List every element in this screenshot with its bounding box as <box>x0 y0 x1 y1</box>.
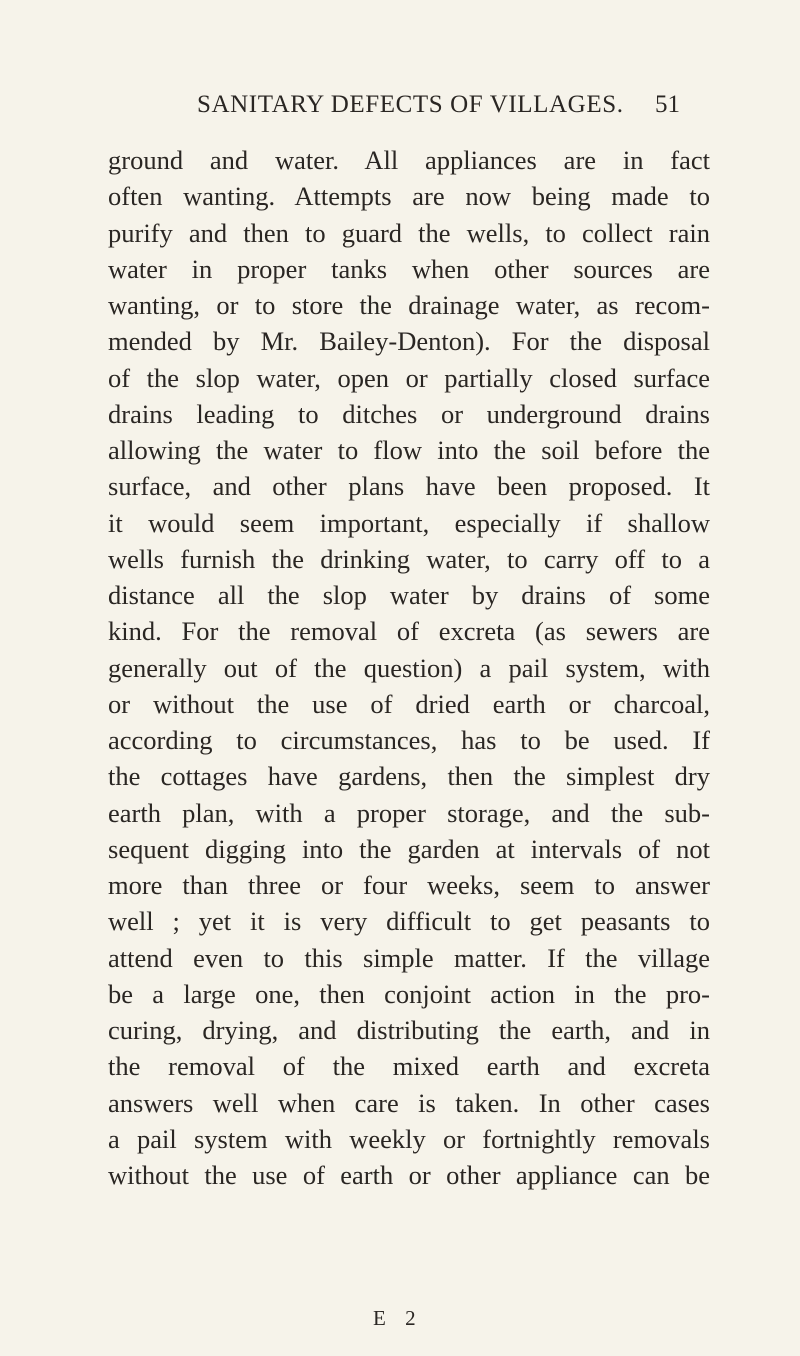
text-line: attend even to this simple matter. If the village <box>108 942 710 973</box>
text-line: more than three or four weeks, seem to answer <box>108 870 710 900</box>
signature-mark: E 2 <box>373 1306 423 1330</box>
text-line: wells furnish the drinking water, to carry off to a <box>108 543 710 574</box>
text-line: often wanting. Attempts are now being made to <box>108 181 710 212</box>
text-line: a pail system with weekly or fortnightly removals <box>108 1123 710 1154</box>
text-line: of the slop water, open or partially closed surface <box>108 362 710 393</box>
text-line: sequent digging into the garden at intervals of not <box>108 833 710 864</box>
page-number: 51 <box>655 91 680 118</box>
text-line: well ; yet it is very difficult to get peasants to <box>108 906 710 937</box>
text-line: according to circumstances, has to be used. If <box>108 725 710 755</box>
text-line: generally out of the question) a pail system, with <box>108 652 710 683</box>
text-line: drains leading to ditches or underground drains <box>108 398 710 429</box>
text-line: mended by Mr. Bailey-Denton). For the disposal <box>108 326 710 357</box>
text-line: wanting, or to store the drainage water, as recom- <box>108 290 710 320</box>
text-line: it would seem important, especially if shallow <box>108 507 710 538</box>
text-line: answers well when care is taken. In other cases <box>108 1087 710 1118</box>
text-line: distance all the slop water by drains of some <box>108 580 710 610</box>
text-line: earth plan, with a proper storage, and the sub- <box>108 797 710 828</box>
text-line: without the use of earth or other appliance can be <box>108 1160 710 1190</box>
text-line: be a large one, then conjoint action in the pro- <box>108 978 710 1009</box>
text-line: allowing the water to flow into the soil before the <box>108 435 710 465</box>
text-line: the cottages have gardens, then the simplest dry <box>108 761 710 792</box>
text-line: kind. For the removal of excreta (as sewers are <box>108 616 710 647</box>
text-line: water in proper tanks when other sources are <box>108 253 710 284</box>
text-line: ground and water. All appliances are in fact <box>108 145 710 175</box>
text-line: the removal of the mixed earth and excreta <box>108 1051 710 1082</box>
text-line: curing, drying, and distributing the earth, and in <box>108 1015 710 1045</box>
text-line: or without the use of dried earth or charcoal, <box>108 688 710 719</box>
text-line: surface, and other plans have been proposed. It <box>108 471 710 502</box>
body-text <box>108 142 710 1193</box>
text-line: purify and then to guard the wells, to collect rain <box>108 217 710 248</box>
running-title: SANITARY DEFECTS OF VILLAGES. <box>197 91 624 118</box>
